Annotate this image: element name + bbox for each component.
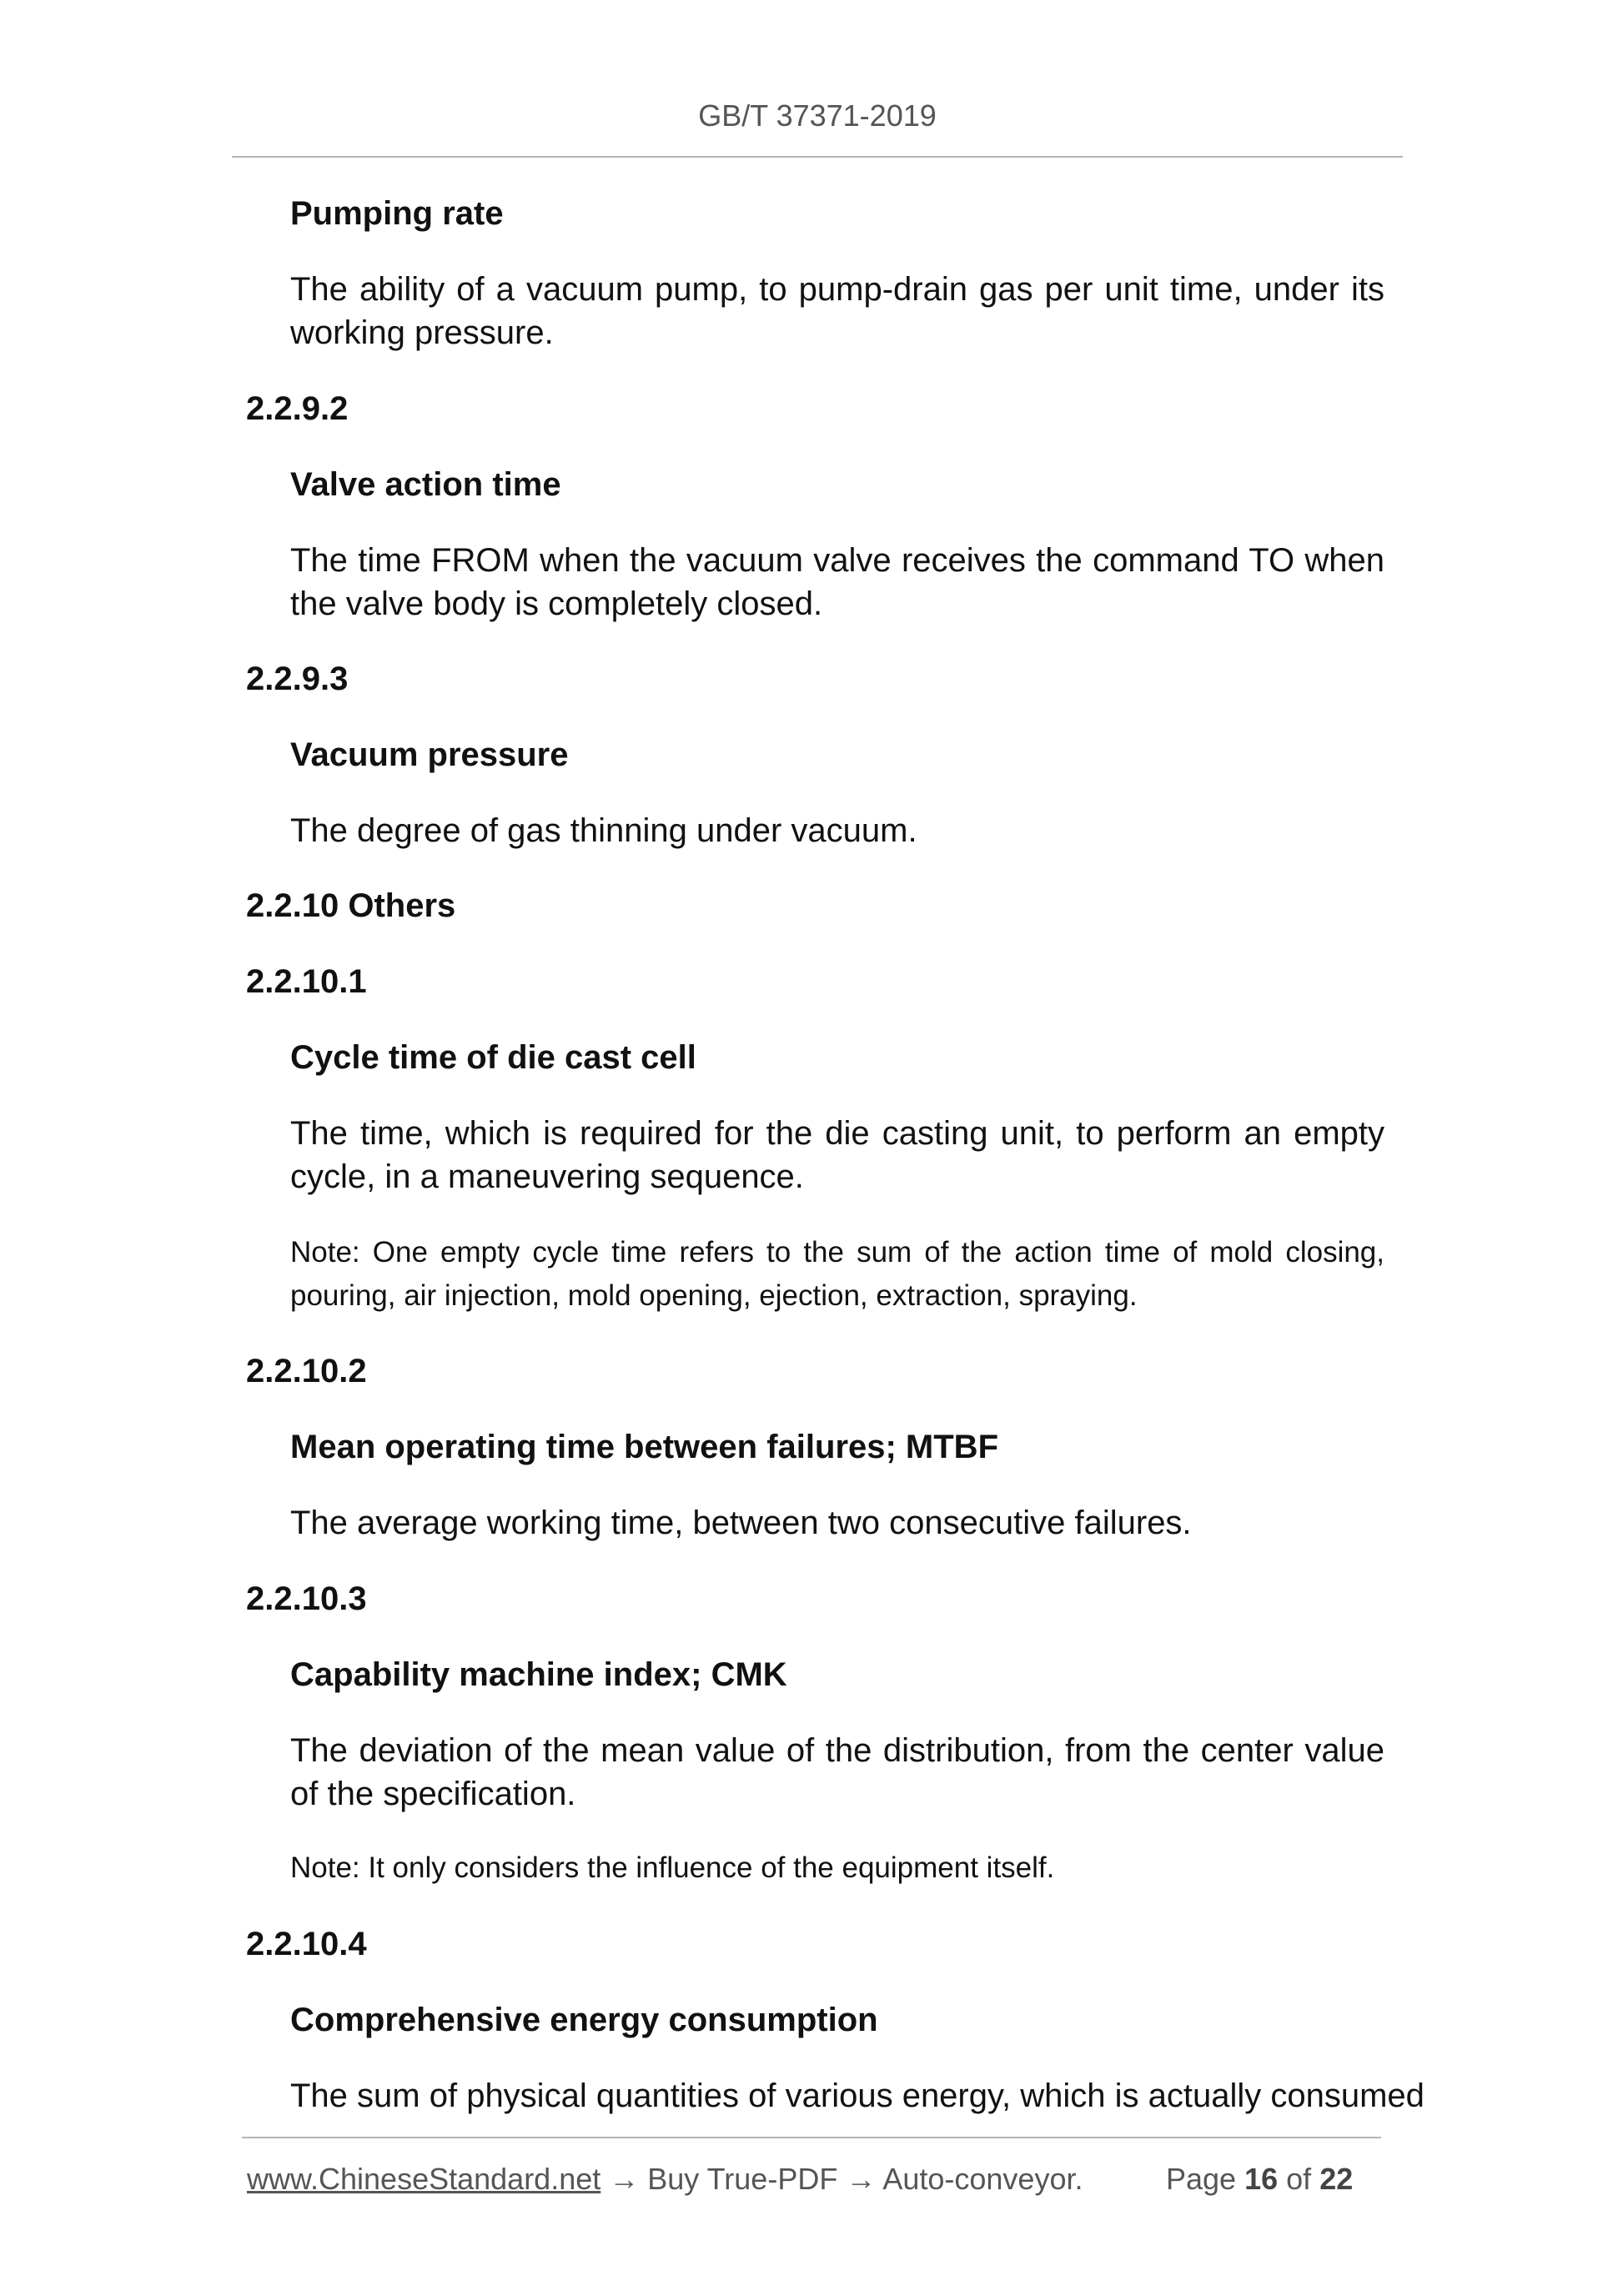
definition-pumping-rate: The ability of a vacuum pump, to pump-drain gas per unit time, under its working pressure. [290,271,1384,351]
page-current: 16 [1244,2162,1279,2196]
clause-number-2-2-10-3: 2.2.10.3 [246,1580,367,1617]
clause-number-2-2-9-3: 2.2.9.3 [246,661,349,697]
term-cycle-time: Cycle time of die cast cell [290,1039,696,1076]
header-divider [232,156,1403,158]
definition-vacuum-pressure: The degree of gas thinning under vacuum. [290,812,917,849]
term-pumping-rate: Pumping rate [290,195,504,232]
note-cycle-time: Note: One empty cycle time refers to the sum of the action time of mold closing, pouring, air injection, mold opening, ejection, extraction, spraying. [290,1236,1384,1312]
website-link[interactable]: www.ChineseStandard.net [247,2162,601,2196]
clause-number-2-2-9-2: 2.2.9.2 [246,390,349,427]
definition-mtbf: The average working time, between two consecutive failures. [290,1505,1192,1541]
clause-number-2-2-10-2: 2.2.10.2 [246,1353,367,1389]
of-label: of [1286,2162,1312,2196]
term-comprehensive-energy: Comprehensive energy consumption [290,2002,878,2038]
definition-comprehensive-energy: The sum of physical quantities of various energy, which is actually consumed [290,2077,1425,2114]
page-label: Page [1166,2162,1237,2196]
page-footer [247,2158,1381,2200]
page-total: 22 [1319,2162,1354,2196]
term-vacuum-pressure: Vacuum pressure [290,736,569,773]
clause-number-2-2-10-4: 2.2.10.4 [246,1926,367,1962]
page-header: GB/T 37371-2019 [698,98,937,133]
term-valve-action-time: Valve action time [290,466,561,503]
clause-number-2-2-10-1: 2.2.10.1 [246,963,367,1000]
term-mtbf: Mean operating time between failures; MTBF [290,1429,999,1465]
term-cmk: Capability machine index; CMK [290,1656,787,1693]
definition-cmk: The deviation of the mean value of the distribution, from the center value of the specification. [290,1732,1384,1812]
note-cmk: Note: It only considers the influence of the equipment itself. [290,1851,1055,1884]
section-heading-2-2-10: 2.2.10 Others [246,887,456,924]
footer-divider [242,2137,1381,2138]
definition-cycle-time: The time, which is required for the die casting unit, to perform an empty cycle, in a maneuvering sequence. [290,1115,1384,1195]
purchase-path-text: → Buy True-PDF → Auto-conveyor. [600,2162,1083,2196]
definition-valve-action-time: The time FROM when the vacuum valve receives the command TO when the valve body is completely closed. [290,542,1384,622]
page-indicator [1166,2158,1353,2200]
